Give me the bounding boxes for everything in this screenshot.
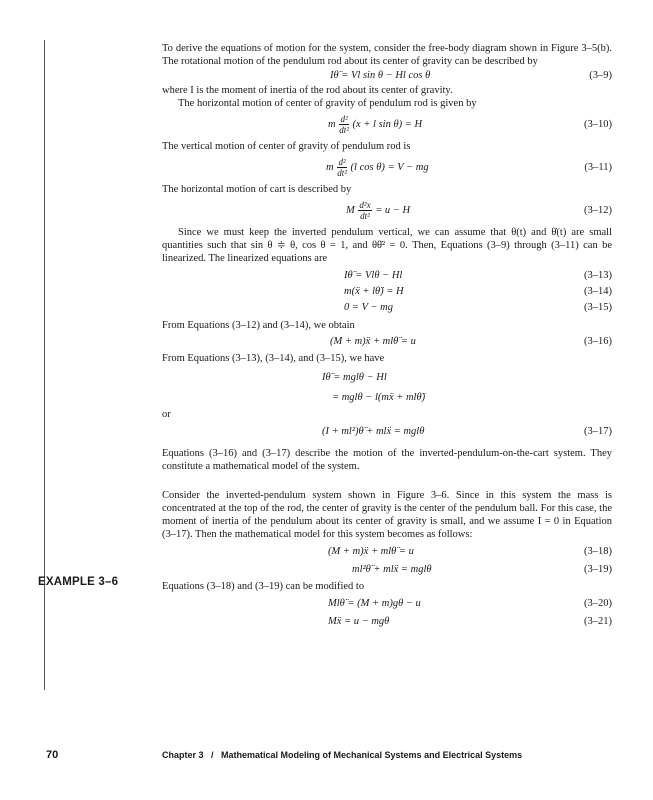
equation-3-15-number: (3–15) [584,302,612,313]
equation-3-14-body: m(ẍ + lθ̈) = H [344,286,404,297]
equation-3-10-body [328,110,422,140]
equation-3-20-body: Mlθ̈ = (M + m)gθ − u [328,598,421,609]
equation-3-10-number: (3–10) [584,119,612,130]
page-number: 70 [46,749,59,761]
equation-3-16 [162,332,612,352]
equation-3-20-number: (3–20) [584,598,612,609]
equation-3-15-body: 0 = V − mg [344,302,393,313]
equation-3-18-number: (3–18) [584,546,612,557]
margin-rule [44,40,45,690]
paragraph-4: The vertical motion of center of gravity of pendulum rod is [162,141,411,152]
equation-3-10-denominator: dt² [339,125,349,136]
paragraph-5: The horizontal motion of cart is described by [162,184,352,195]
paragraph-2: where I is the moment of inertia of the rod about its center of gravity. [162,85,453,96]
running-footer: Chapter 3 / Mathematical Modeling of Mechanical Systems and Electrical Systems [162,750,523,760]
equation-3-18 [162,544,612,560]
equation-3-17-body: (I + ml²)θ̈ + mlẍ = mglθ [322,426,425,437]
equation-3-11-body [326,153,429,183]
equation-3-9-body: Iθ̈ = Vl sin θ − Hl cos θ [330,70,431,81]
equation-3-10 [162,110,612,140]
equation-derivation-1-body: Iθ̈ = mglθ − Hl [322,372,387,383]
equation-3-12-rest: = u − H [375,205,411,216]
equation-3-10-numerator: d² [340,114,348,125]
equation-3-19-number: (3–19) [584,564,612,575]
equation-3-11-coef: m [326,162,334,173]
equation-3-12-number: (3–12) [584,205,612,216]
equation-3-13-number: (3–13) [584,270,612,281]
equation-3-10-rest: (x + l sin θ) = H [352,119,423,130]
equation-3-11-numerator: d² [338,157,346,168]
paragraph-7: From Equations (3–12) and (3–14), we obtain [162,320,355,331]
paragraph-8: From Equations (3–13), (3–14), and (3–15), we have [162,353,385,364]
equation-3-11-number: (3–11) [584,162,612,173]
paragraph-10: Equations (3–16) and (3–17) describe the motion of the inverted-pendulum-on-the-cart system. They constitute a mathematical model of the system. [162,448,612,472]
equation-3-12-fraction [358,200,371,221]
equation-3-11-denominator: dt² [337,168,347,179]
equation-3-21-body: Mẍ = u − mgθ [328,616,390,627]
equation-3-12-body [346,196,410,226]
page-body [162,42,612,632]
equation-3-19-body: ml²θ̈ + mlẍ = mglθ [352,564,432,575]
equation-3-15 [162,300,612,316]
equation-3-13-body: Iθ̈ = Vlθ − Hl [344,270,403,281]
equation-3-17 [162,421,612,443]
paragraph-3: The horizontal motion of center of gravity of pendulum rod is given by [178,98,477,109]
paragraph-1: To derive the equations of motion for the system, consider the free-body diagram shown in Figure 3–5(b). The rotational motion of the pendulum rod about its center of gravity can be described by [162,43,612,67]
equation-3-19 [162,560,612,580]
paragraph-12: Equations (3–18) and (3–19) can be modified to [162,581,365,592]
paragraph-6: Since we must keep the inverted pendulum vertical, we can assume that θ(t) and θ̇(t) are small quantities such that sin θ ≑ θ, cos θ = 1, and θθ̇² = 0. Then, Equations (3–9) through (3–11) can be linearized. The linearized equations are [162,227,612,264]
equation-3-13 [162,268,612,284]
equation-3-14-number: (3–14) [584,286,612,297]
equation-3-12-numerator: d²x [359,200,371,211]
equation-3-20 [162,596,612,612]
equation-derivation-2 [162,388,612,408]
equation-3-14 [162,284,612,300]
equation-3-21-number: (3–21) [584,616,612,627]
equation-3-12-coef: M [346,205,355,216]
equation-3-12 [162,196,612,226]
equation-3-11-fraction [337,157,347,178]
equation-3-21 [162,612,612,632]
equation-3-11 [162,153,612,183]
paragraph-11: Consider the inverted-pendulum system shown in Figure 3–6. Since in this system the mass is concentrated at the top of the rod, the center of gravity is the center of the pendulum ball. For this case, the moment of inertia of the pendulum about its center of gravity is small, and we assume I = 0 in Equation (3–17). Then the mathematical model for this system becomes as follows: [162,490,612,540]
equation-3-12-denominator: dt² [360,211,370,222]
equation-derivation-1 [162,368,612,388]
paragraph-9: or [162,409,171,420]
equation-3-17-number: (3–17) [584,426,612,437]
equation-derivation-2-body: = mglθ − l(mẍ + mlθ̈) [332,392,426,403]
equation-3-9 [162,68,612,84]
equation-3-9-number: (3–9) [589,70,612,81]
equation-3-16-number: (3–16) [584,336,612,347]
example-label: EXAMPLE 3–6 [38,576,119,588]
equation-3-10-coef: m [328,119,336,130]
equation-3-16-body: (M + m)ẍ + mlθ̈ = u [330,336,416,347]
equation-3-11-rest: (l cos θ) = V − mg [350,162,429,173]
equation-3-10-fraction [339,114,349,135]
equation-3-18-body: (M + m)ẍ + mlθ̈ = u [328,546,414,557]
